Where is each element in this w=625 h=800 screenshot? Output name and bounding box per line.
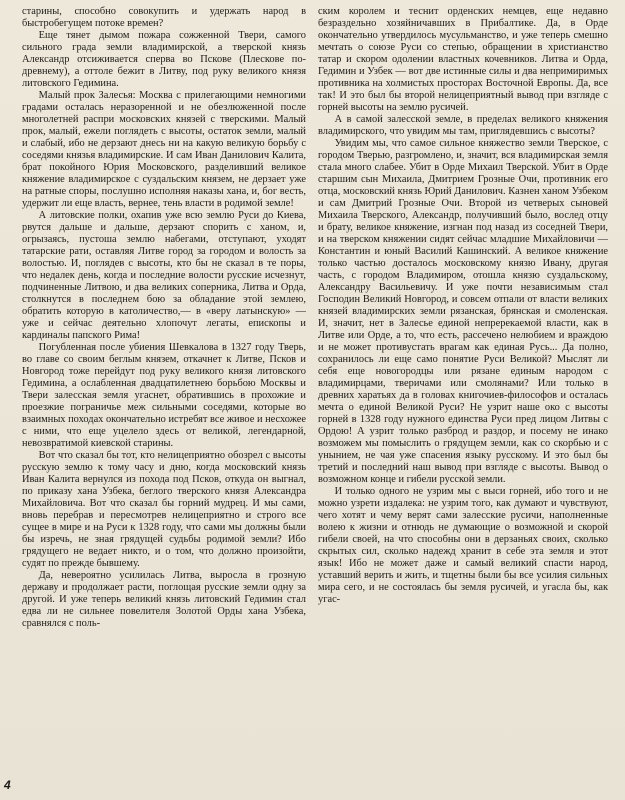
paragraph: А литовские полки, охапив уже всю землю Руси до Киева, рвутся дальше и дальше, дерзают спорить с ханом, и, огрызаясь, пустоша землю набегами, отступают, уходят татарские рати, оставляя Литве город за городом и волость за волостью. И, поглядев с высоты, кто бы не сказал в те поры, что недалек день, когда и последние волости русские исчезнут, подчиненные Литвою, и два великих соперника, Литва и Орда, столкнутся в последнем бою за обладание этой землею, обратить которую в католичество,— в «веру латынскую» — уже и сейчас деятельно хлопочут легаты, епископы и кардиналы папского Рима! (22, 210, 306, 341)
paragraph: И только одного не узрим мы с выси горней, ибо того и не можно узрети издалека: не узрим того, как думают и чувствуют, чего хотят и чему верят сами залесские русичи, наполненные волею к жизни и отнюдь не думающие о возможной и скорой гибели своей, на что способны они в дерзаньях своих, сколько скрытых сил, сколько надежд хранит в себе эта земля и этот язык! Ибо не может даже и самый великий спасти народ, уставший верить и жить, и тщетны были бы все усилия сильных мира сего, и не состоялась бы земля русичей, и угасла бы, как угас- (318, 486, 608, 605)
paragraph: Малый прок Залесья: Москва с прилегающими немногими градами осталась неразоренной и не обезлюженной после многолетней распри московских князей с тверскими. Малый прок, малый, ежели поглядеть с высоты, остаток земли, малый и слабый, ибо не дерзают днесь ни на какую великую борьбу с соседями князья владимирские. И сам Иван Данилович Калита, брат покойного Юрия Московского, разделивший великое княжение владимирское с суздальским князем, не дерзает уже на ратные споры, послушно исполняя наказы хана, и, бог весть, удержит ли еще власть, вернее, тень власти в родимой земле! (22, 90, 306, 209)
left-text-column (22, 6, 306, 764)
paragraph: старины, способно совокупить и удержать народ в быстробегущем потоке времен? (22, 6, 306, 29)
paragraph: Погубленная после убиения Шевкалова в 1327 году Тверь, во главе со своим беглым князем, откачнет к Литве, Псков и Новгород тоже перейдут под руку великого князя литовского Гедимина, а ослабленная двадцатилетнею борьбою Москвы и Твери залесская земля угаснет, обратившись в прохожие и проезжие пограничье меж сильными соседями, которые во взаимных походах окончательно истребят все живое и несхожее с ними, что еще уцелело здесь от великой, легендарной, невозвратимой киевской старины. (22, 342, 306, 449)
paragraph: Да, невероятно усилилась Литва, выросла в грозную державу и продолжает расти, поглощая русские земли одну за другой. И уже теперь великий князь литовский Гедимин стал едва ли не сильнее повелителя Золотой Орды хана Узбека, сравнялся с поль- (22, 570, 306, 629)
right-text-column (318, 6, 608, 764)
paragraph: Увидим мы, что самое сильное княжество земли Тверское, с городом Тверью, разгромлено, и, значит, вся владимирская земля стала много слабее. Убит в Орде Михаил Тверской. Убит в Орде старшим сын Михаила, Дмитрием Грозные Очи, противник его отца, московский князь Юрий Данилович. Казнен ханом Узбеком и сам Дмитрий Грозные Очи. Второй из четверых сыновей Михаила Тверского, Александр, получивший было, вослед отцу и брату, великое княжение, изгнан под назад из соседней Твери, и на тверском княжении сидят сейчас младшие Михайловичи — Константин и юный Василий Кашинский. А великое княжение только частью досталось московскому князю Ивану, другая часть, с городом Владимиром, отошла князю суздальскому, Александру Васильевичу. И уже почти независимым стал Господин Великий Новгород, и совсем отпали от власти великих князей владимирских земли рязанская, брянская и смоленская. И, значит, нет в Залесье единой непререкаемой власти, как в Литве или Орде, а то, что есть, рассечено нелюбием и враждою и не может противустать врагам как единая Русь... Да полно, сохранилось ли еще само понятие Руси Великой? Мыслят ли себя еще новогородцы или рязане единым народом с владимирцами, тверичами или смолянами? Или только в древних харатьях да в головах книгочиев-философов и осталась мечта о единой Великой Руси? Не узрит наше око с высоты горней в 1328 году нужного единства Руси пред лицом Литвы с Ордою! А узрит только разброд и раздор, и посему не инако возможем мы помыслить о грядущем земли, как со скорбью и с унынием, не чая уже спасения языку русскому. И это был бы третий и последний наш вывод при взгляде с высоты. Вывод о возможном конце и гибели русской земли. (318, 138, 608, 485)
paragraph: Еще тянет дымом пожара сожженной Твери, самого сильного града земли владимирской, а тверской князь Александр отсиживается сперва во Пскове (Плескове по-древнему), а оттоле бежит в Литву, под руку великого князя литовского Гедимина. (22, 30, 306, 89)
page-number: 4 (4, 778, 11, 792)
paragraph: Вот что сказал бы тот, кто нелицеприятно обозрел с высоты русскую землю к тому часу и дню, когда московский князь Иван Калита вернулся из похода под Псков, откуда он выгнал, по приказу хана Узбека, беглого тверского князя Александра Михайловича. Вот что сказал бы горний мудрец. И мы сами, вновь перебрав и пересмотрев нелицеприятно и строго все сущее в мире и на Руси к 1328 году, что сами мы должны были бы изречь, не зная грядущей судьбы родимой земли? Ибо грядущего не ведает никто, и о том, что должно произойти, судят по прежде бывшему. (22, 450, 306, 569)
paragraph: ским королем и теснит орденских немцев, еще недавно безраздельно хозяйничавших в Прибалтике. Да, в Орде окончательно утвердилось мусульманство, и уже теперь смешно мечтать о союзе Руси со степью, обращении в христианство татар и скором одолении властных кочевников. Литва и Орда, Гедимин и Узбек — вот две истинные силы и два непримиримых противника на холмистых просторах Восточной Европы. Да, все так! И это был бы второй нелицеприятный вывод при взгляде с горней высоты на землю русичей. (318, 6, 608, 113)
paragraph: А в самой залесской земле, в пределах великого княжения владимирского, что увидим мы там, приглядевшись с высоты? (318, 114, 608, 137)
